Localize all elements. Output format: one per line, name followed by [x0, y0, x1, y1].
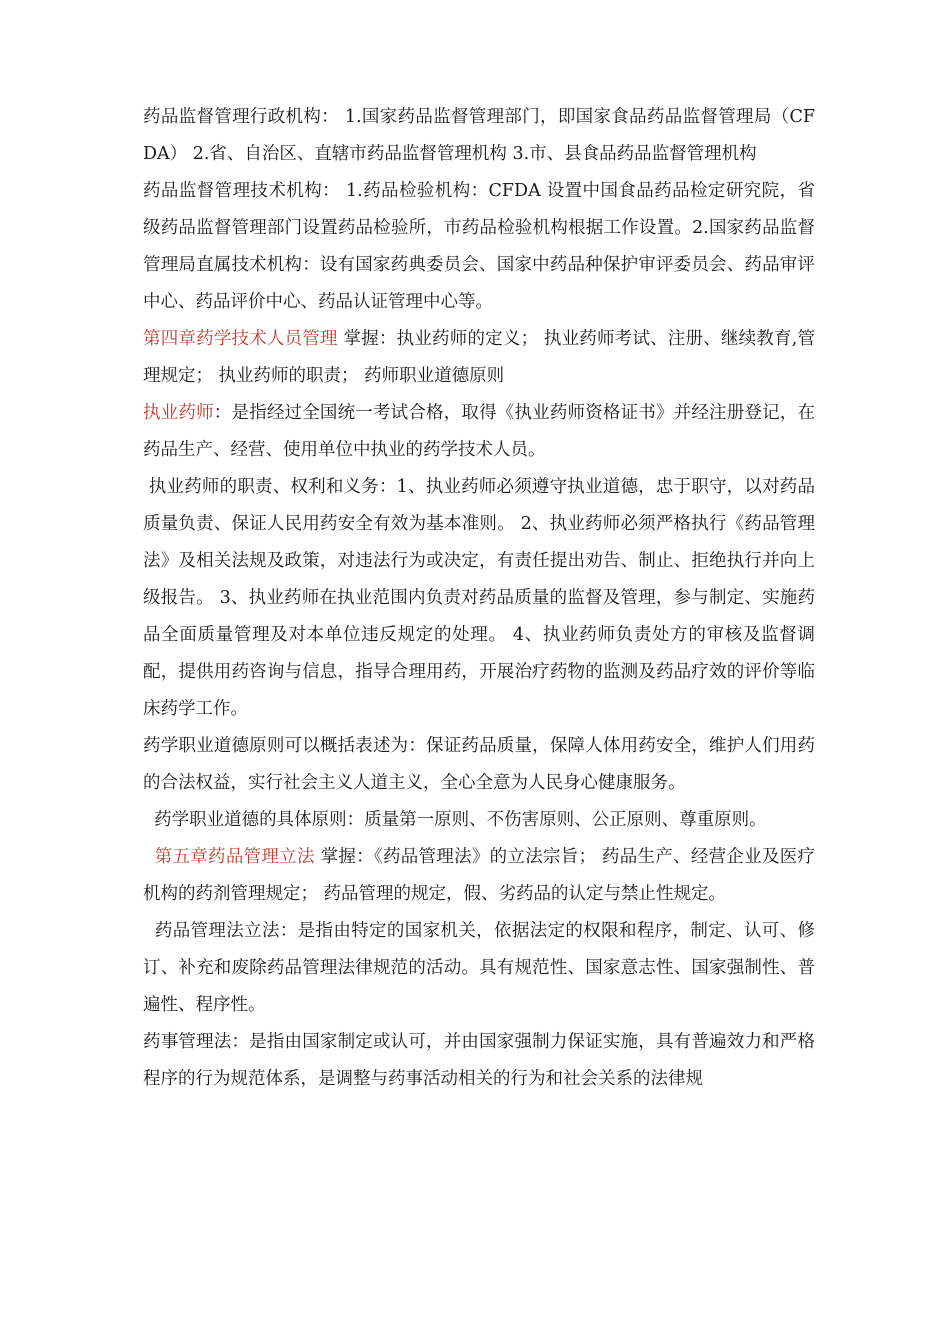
paragraph-chapter-4	[143, 321, 815, 395]
paragraph-indent	[143, 921, 155, 941]
paragraph-tech-agencies	[143, 173, 815, 321]
paragraph-pharmacy-affairs-law	[143, 1024, 815, 1098]
paragraph-body: 药品管理法立法：是指由特定的国家机关，依据法定的权限和程序，制定、认可、修订、补充和废除药品管理法律规范的活动。具有规范性、国家意志性、国家强制性、普遍性、程序性。	[143, 921, 815, 1015]
paragraph-body: ：是指经过全国统一考试合格，取得《执业药师资格证书》并经注册登记，在药品生产、经营、使用单位中执业的药学技术人员。	[143, 403, 816, 460]
paragraph-indent	[143, 847, 155, 867]
paragraph-body: 药品监督管理技术机构： 1.药品检验机构：CFDA 设置中国食品药品检定研究院，省级药品监督管理部门设置药品检验所，市药品检验机构根据工作设置。2.国家药品监督管理局直属技术机构：设有国家药典委员会、国家中药品种保护审评委员会、药品审评中心、药品评价中心、药品认证管理中心等。	[143, 181, 815, 312]
paragraph-body: 药学职业道德的具体原则：质量第一原则、不伤害原则、公正原则、尊重原则。	[154, 810, 767, 830]
paragraph-ethics-specific	[143, 802, 815, 839]
document-page	[143, 99, 815, 1098]
paragraph-ethics-principles	[143, 728, 815, 802]
paragraph-chapter-5	[143, 839, 815, 913]
paragraph-body: 药学职业道德原则可以概括表述为：保证药品质量，保障人体用药安全，维护人们用药的合法权益，实行社会主义人道主义，全心全意为人民身心健康服务。	[143, 736, 815, 793]
chapter-heading: 第五章药品管理立法	[154, 847, 315, 867]
paragraph-indent	[143, 810, 154, 830]
chapter-heading: 第四章药学技术人员管理	[143, 329, 338, 349]
paragraph-body: 掌握：执业药师的定义； 执业药师考试、注册、继续教育,管理规定； 执业药师的职责； 药师职业道德原则	[143, 329, 816, 386]
paragraph-body: 药品监督管理行政机构： 1.国家药品监督管理部门，即国家食品药品监督管理局（CFDA） 2.省、自治区、直辖市药品监督管理机构 3.市、县食品药品监督管理机构	[143, 107, 815, 164]
paragraph-body: 药事管理法：是指由国家制定或认可，并由国家强制力保证实施，具有普遍效力和严格程序的行为规范体系，是调整与药事活动相关的行为和社会关系的法律规	[143, 1032, 815, 1089]
term-heading: 执业药师	[143, 403, 214, 423]
paragraph-body: 执业药师的职责、权利和义务：1、执业药师必须遵守执业道德，忠于职守，以对药品质量负责、保证人民用药安全有效为基本准则。 2、执业药师必须严格执行《药品管理法》及相关法规及政策，对违法行为或决定，有责任提出劝告、制止、拒绝执行并向上级报告。 3、执业药师在执业范围内负责对药品质量的监督及管理，参与制定、实施药品全面质量管理及对本单位违反规定的处理。 4、执业药师负责处方的审核及监督调配，提供用药咨询与信息，指导合理用药，开展治疗药物的监测及药品疗效的评价等临床药学工作。	[143, 477, 815, 719]
paragraph-drug-law-legislation	[143, 913, 815, 1024]
paragraph-admin-agencies	[143, 99, 815, 173]
paragraph-pharmacist-duties	[143, 469, 815, 728]
paragraph-body: 掌握：《药品管理法》的立法宗旨； 药品生产、经营企业及医疗机构的药剂管理规定； 药品管理的规定，假、劣药品的认定与禁止性规定。	[143, 847, 816, 904]
paragraph-licensed-pharmacist	[143, 395, 815, 469]
